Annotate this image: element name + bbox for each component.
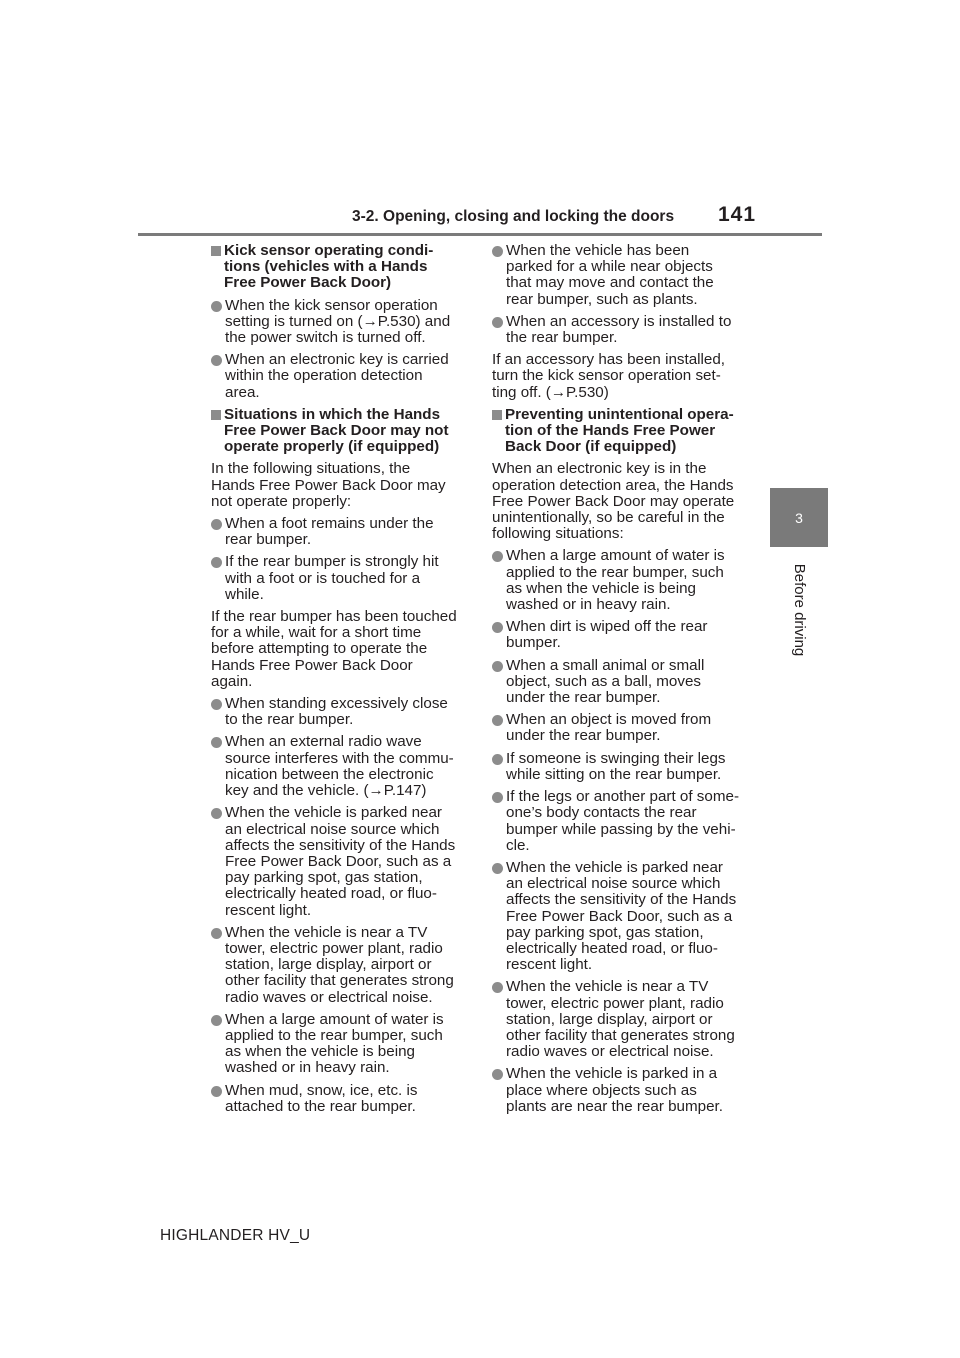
text-line: place where objects such as — [506, 1081, 697, 1099]
text-line: while. — [225, 585, 264, 603]
text-line: If someone is swinging their legs — [506, 749, 726, 767]
text-line: station, large display, airport or — [506, 1010, 713, 1028]
paragraph — [211, 461, 473, 510]
text-line: for a while, wait for a short time — [211, 624, 422, 642]
bullet-item — [492, 314, 754, 346]
text-line: one’s body contacts the rear — [506, 804, 697, 822]
text-line: the rear bumper. — [506, 329, 618, 347]
circle-bullet-icon — [211, 737, 222, 748]
text-line: If the rear bumper has been touched — [211, 608, 457, 626]
text-line: before attempting to operate the — [211, 640, 428, 658]
text-line: as when the vehicle is being — [506, 579, 696, 597]
text-line: bumper while passing by the vehi- — [506, 820, 736, 838]
section-heading — [211, 243, 473, 292]
text-line: operation detection area, the Hands — [492, 476, 734, 494]
text-line: affects the sensitivity of the Hands — [506, 891, 737, 909]
text-line: When standing excessively close — [225, 695, 448, 713]
circle-bullet-icon — [492, 1069, 503, 1080]
circle-bullet-icon — [211, 928, 222, 939]
text-line: When the vehicle is parked in a — [506, 1065, 718, 1083]
text-line: under the rear bumper. — [506, 727, 661, 745]
circle-bullet-icon — [211, 519, 222, 530]
text-line: washed or in heavy rain. — [506, 596, 671, 614]
bullet-item — [211, 696, 473, 728]
text-line: When the vehicle is parked near — [506, 858, 723, 876]
page-number: 141 — [718, 203, 757, 226]
bullet-item — [211, 734, 473, 799]
text-line: Kick sensor operating condi- — [224, 242, 434, 259]
text-line: the power switch is turned off. — [225, 329, 426, 347]
bullet-item — [492, 789, 754, 854]
text-line: ting off. (→P.530) — [492, 383, 609, 401]
chapter-number: 3 — [795, 509, 803, 526]
circle-bullet-icon — [492, 661, 503, 672]
bullet-item — [211, 925, 473, 1006]
text-line: not operate properly: — [211, 492, 352, 510]
bullet-item — [211, 298, 473, 347]
text-line: When mud, snow, ice, etc. is — [225, 1081, 418, 1099]
text-line: When an electronic key is carried — [225, 351, 449, 369]
circle-bullet-icon — [492, 246, 503, 257]
bullet-item — [492, 619, 754, 651]
text-line: rear bumper, such as plants. — [506, 290, 698, 308]
text-line: as when the vehicle is being — [225, 1043, 415, 1061]
text-line: washed or in heavy rain. — [225, 1059, 390, 1077]
circle-bullet-icon — [492, 863, 503, 874]
circle-bullet-icon — [211, 1015, 222, 1026]
text-line: When an electronic key is in the — [492, 460, 707, 478]
bullet-item — [211, 1012, 473, 1077]
circle-bullet-icon — [492, 982, 503, 993]
text-line: electrically heated road, or fluo- — [225, 885, 437, 903]
text-line: cle. — [506, 836, 530, 854]
circle-bullet-icon — [211, 808, 222, 819]
paragraph — [492, 461, 754, 542]
text-line: Hands Free Power Back Door — [211, 656, 413, 674]
text-line: source interferes with the commu- — [225, 749, 454, 767]
circle-bullet-icon — [211, 699, 222, 710]
text-line: area. — [225, 383, 260, 401]
text-line: tower, electric power plant, radio — [506, 994, 724, 1012]
text-line: with a foot or is touched for a — [225, 569, 421, 587]
bullet-item — [211, 554, 473, 603]
text-line: pay parking spot, gas station, — [506, 923, 704, 941]
bullet-item — [492, 548, 754, 613]
right-column — [492, 243, 754, 1121]
text-line: Back Door (if equipped) — [505, 438, 677, 456]
text-line: other facility that generates strong — [225, 972, 454, 990]
text-line: again. — [211, 672, 253, 690]
bullet-item — [492, 751, 754, 783]
text-line: When the vehicle has been — [506, 242, 690, 259]
text-line: to the rear bumper. — [225, 711, 354, 729]
text-line: Hands Free Power Back Door may — [211, 476, 446, 494]
text-line: tion of the Hands Free Power — [505, 422, 716, 440]
section-heading — [492, 407, 754, 456]
text-line: rear bumper. — [225, 531, 312, 549]
bullet-item — [492, 860, 754, 973]
text-line: bumper. — [506, 634, 561, 652]
circle-bullet-icon — [492, 715, 503, 726]
text-line: Free Power Back Door, such as a — [506, 907, 733, 925]
text-line: When a foot remains under the — [225, 515, 434, 533]
text-line: In the following situations, the — [211, 460, 411, 478]
bullet-item — [492, 1066, 754, 1115]
bullet-item — [492, 243, 754, 308]
text-line: attached to the rear bumper. — [225, 1097, 416, 1115]
text-line: tions (vehicles with a Hands — [224, 258, 428, 276]
bullet-item — [211, 805, 473, 918]
circle-bullet-icon — [211, 1086, 222, 1097]
text-line: When dirt is wiped off the rear — [506, 618, 708, 636]
bullet-item — [492, 979, 754, 1060]
text-line: plants are near the rear bumper. — [506, 1097, 723, 1115]
text-line: tower, electric power plant, radio — [225, 939, 443, 957]
text-line: When an external radio wave — [225, 733, 422, 751]
text-line: When the vehicle is near a TV — [225, 923, 428, 941]
text-line: When a small animal or small — [506, 656, 705, 674]
text-line: following situations: — [492, 525, 624, 543]
section-heading — [211, 407, 473, 456]
bullet-item — [211, 1083, 473, 1115]
text-line: Preventing unintentional opera- — [505, 405, 734, 423]
text-line: under the rear bumper. — [506, 689, 661, 707]
text-line: parked for a while near objects — [506, 258, 713, 276]
footer-model: HIGHLANDER HV_U — [160, 1227, 311, 1244]
bullet-item — [492, 658, 754, 707]
square-bullet-icon — [492, 410, 502, 420]
text-line: If an accessory has been installed, — [492, 351, 726, 369]
bullet-item — [211, 516, 473, 548]
text-line: Free Power Back Door may not — [224, 422, 449, 440]
circle-bullet-icon — [211, 301, 222, 312]
chapter-label: Before driving — [791, 563, 808, 657]
text-line: operate properly (if equipped) — [224, 438, 440, 456]
text-line: Free Power Back Door) — [224, 274, 392, 292]
text-line: setting is turned on (→P.530) and — [225, 312, 451, 330]
text-line: When a large amount of water is — [506, 547, 725, 565]
text-line: Situations in which the Hands — [224, 405, 441, 423]
text-line: that may move and contact the — [506, 274, 714, 292]
bullet-item — [211, 352, 473, 401]
text-line: within the operation detection — [225, 367, 423, 385]
paragraph — [492, 352, 754, 401]
paragraph — [211, 609, 473, 690]
text-line: unintentionally, so be careful in the — [492, 509, 725, 527]
circle-bullet-icon — [492, 622, 503, 633]
text-line: Free Power Back Door may operate — [492, 492, 735, 510]
circle-bullet-icon — [492, 317, 503, 328]
text-line: When an object is moved from — [506, 711, 712, 729]
text-line: key and the vehicle. (→P.147) — [225, 782, 427, 800]
text-line: rescent light. — [225, 901, 312, 919]
text-line: applied to the rear bumper, such — [225, 1026, 443, 1044]
text-line: other facility that generates strong — [506, 1026, 735, 1044]
bullet-item — [492, 712, 754, 744]
text-line: When a large amount of water is — [225, 1010, 444, 1028]
text-line: pay parking spot, gas station, — [225, 869, 423, 887]
left-column — [211, 243, 473, 1121]
text-line: Free Power Back Door, such as a — [225, 852, 452, 870]
text-line: object, such as a ball, moves — [506, 672, 702, 690]
text-line: affects the sensitivity of the Hands — [225, 836, 456, 854]
circle-bullet-icon — [492, 754, 503, 765]
circle-bullet-icon — [492, 551, 503, 562]
square-bullet-icon — [211, 246, 221, 256]
text-line: turn the kick sensor operation set- — [492, 367, 721, 385]
square-bullet-icon — [211, 410, 221, 420]
text-line: If the rear bumper is strongly hit — [225, 553, 439, 571]
text-line: applied to the rear bumper, such — [506, 563, 724, 581]
circle-bullet-icon — [492, 792, 503, 803]
text-line: When an accessory is installed to — [506, 312, 732, 330]
text-line: nication between the electronic — [225, 765, 434, 783]
header-divider — [138, 233, 822, 236]
circle-bullet-icon — [211, 557, 222, 568]
circle-bullet-icon — [211, 355, 222, 366]
section-title: 3-2. Opening, closing and locking the doors — [352, 208, 675, 225]
text-line: When the vehicle is parked near — [225, 804, 442, 822]
text-line: an electrical noise source which — [225, 820, 440, 838]
text-line: while sitting on the rear bumper. — [506, 765, 722, 783]
text-line: If the legs or another part of some- — [506, 788, 739, 806]
text-line: When the vehicle is near a TV — [506, 978, 709, 996]
text-line: electrically heated road, or fluo- — [506, 939, 718, 957]
text-line: an electrical noise source which — [506, 875, 721, 893]
text-line: radio waves or electrical noise. — [225, 988, 433, 1006]
text-line: station, large display, airport or — [225, 956, 432, 974]
text-line: radio waves or electrical noise. — [506, 1043, 714, 1061]
text-line: rescent light. — [506, 956, 593, 974]
text-line: When the kick sensor operation — [225, 296, 438, 314]
